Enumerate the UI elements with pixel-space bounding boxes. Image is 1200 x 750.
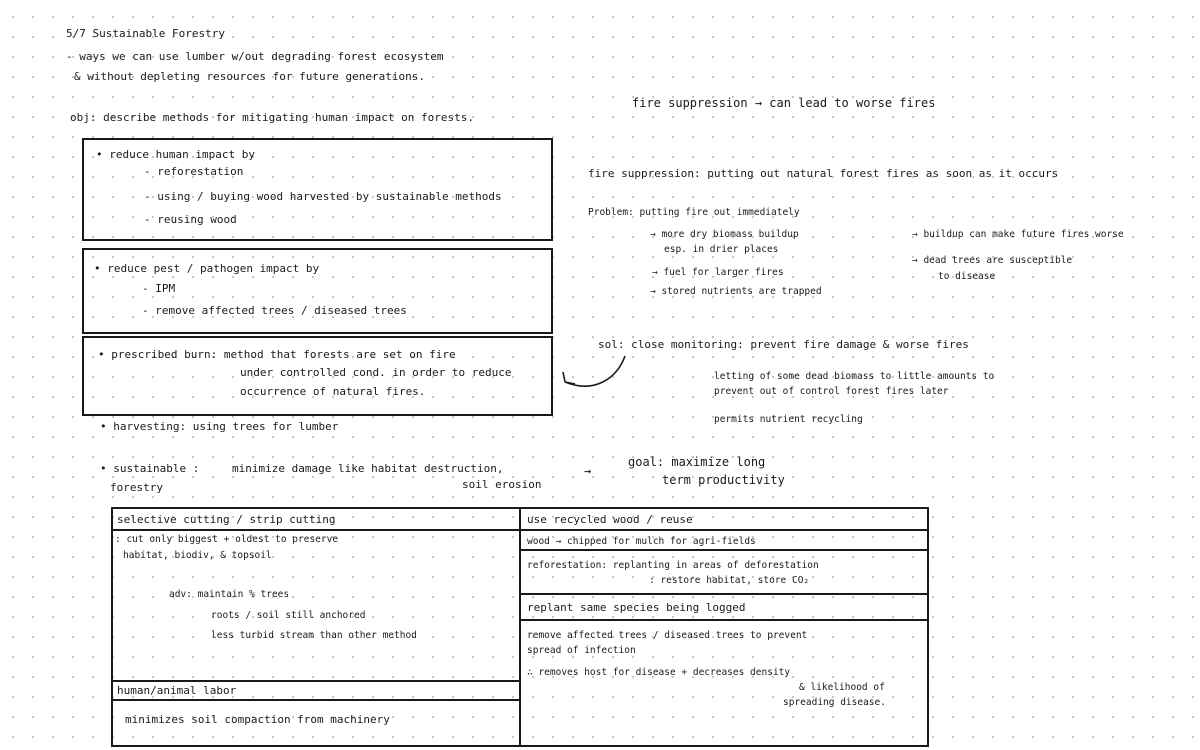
methods-table	[111, 507, 929, 747]
problem-point-1: → more dry biomass buildup	[650, 229, 799, 240]
harvesting-line: • harvesting: using trees for lumber	[100, 420, 339, 433]
advantage-line-2: roots / soil still anchored	[211, 610, 366, 621]
sustainable-definition-2: soil erosion	[462, 478, 542, 491]
advantage-line-1: adv: maintain % trees	[169, 589, 290, 600]
human-impact-item: - reforestation	[144, 165, 244, 178]
selective-cutting-body-2: habitat, biodiv, & topsoil	[123, 550, 272, 561]
pest-impact-item: - IPM	[142, 282, 176, 295]
wood-mulch-line: wood → chipped for mulch for agri-fields	[527, 536, 756, 547]
selective-cutting-body-1: : cut only biggest + oldest to preserve	[115, 534, 339, 545]
remove-trees-line-1: remove affected trees / diseased trees to prevent	[527, 630, 808, 641]
prescribed-burn-box	[82, 336, 553, 416]
recycled-wood-heading: use recycled wood / reuse	[527, 513, 693, 526]
sustainable-definition: minimize damage like habitat destruction,	[232, 462, 504, 475]
result-point-1: → buildup can make future fires worse	[912, 229, 1124, 240]
human-impact-box	[82, 138, 553, 241]
arrow-to-goal: →	[584, 464, 592, 478]
problem-point-3: → stored nutrients are trapped	[650, 286, 822, 297]
selective-cutting-heading: selective cutting / strip cutting	[117, 513, 336, 526]
pest-impact-box	[82, 248, 553, 334]
solution-line: sol: close monitoring: prevent fire damage & worse fires	[598, 338, 969, 351]
remove-trees-line-2: spread of infection	[527, 645, 636, 656]
solution-note-1: letting of some dead biomass to little amounts to	[714, 371, 995, 382]
reforestation-line-2: : restore habitat, store CO₂	[649, 575, 810, 586]
fire-suppression-definition: fire suppression: putting out natural forest fires as soon as it occurs	[588, 167, 1059, 180]
sustainable-label: • sustainable :	[100, 462, 200, 475]
goal-line-2: term productivity	[662, 473, 785, 487]
result-point-2: → dead trees are susceptible	[912, 255, 1073, 266]
labor-heading: human/animal labor	[117, 684, 237, 697]
reforestation-line-1: reforestation: replanting in areas of deforestation	[527, 560, 819, 571]
prescribed-burn-line-2: under controlled cond. in order to reduce	[240, 366, 512, 379]
removes-host-line-2: & likelihood of	[799, 682, 885, 693]
curved-arrow-icon	[555, 350, 635, 400]
human-impact-item: - reusing wood	[144, 213, 237, 226]
fire-suppression-headline: fire suppression → can lead to worse fires	[632, 96, 936, 110]
advantage-line-3: less turbid stream than other method	[211, 630, 417, 641]
replant-line: replant same species being logged	[527, 601, 746, 614]
prescribed-burn-line-3: occurrence of natural fires.	[240, 385, 426, 398]
prescribed-burn-line-1: • prescribed burn: method that forests are set on fire	[98, 348, 456, 361]
goal-line-1: goal: maximize long	[628, 455, 766, 469]
removes-host-line-3: spreading disease.	[783, 697, 886, 708]
sustainable-label-forestry: forestry	[110, 481, 163, 494]
human-impact-heading: • reduce human impact by	[96, 148, 255, 161]
solution-note-2: prevent out of control forest fires later	[714, 386, 949, 397]
definition-line-2: & without depleting resources for future generations.	[74, 70, 425, 83]
problem-line: Problem: putting fire out immediately	[588, 207, 800, 218]
definition-line-1: - ways we can use lumber w/out degrading forest ecosystem	[66, 50, 444, 63]
labor-body: minimizes soil compaction from machinery	[125, 713, 390, 726]
human-impact-item: - using / buying wood harvested by sustainable methods	[144, 190, 502, 203]
objective-line: obj: describe methods for mitigating human impact on forests.	[70, 111, 474, 124]
note-title: 5/7 Sustainable Forestry	[66, 27, 225, 40]
problem-point-2: → fuel for larger fires	[652, 267, 784, 278]
solution-note-3: permits nutrient recycling	[714, 414, 863, 425]
removes-host-line-1: ∴ removes host for disease + decreases density	[527, 667, 791, 678]
problem-point-1b: esp. in drier places	[664, 244, 779, 255]
result-point-2b: to disease	[938, 271, 996, 282]
pest-impact-heading: • reduce pest / pathogen impact by	[94, 262, 320, 275]
pest-impact-item: - remove affected trees / diseased trees	[142, 304, 407, 317]
